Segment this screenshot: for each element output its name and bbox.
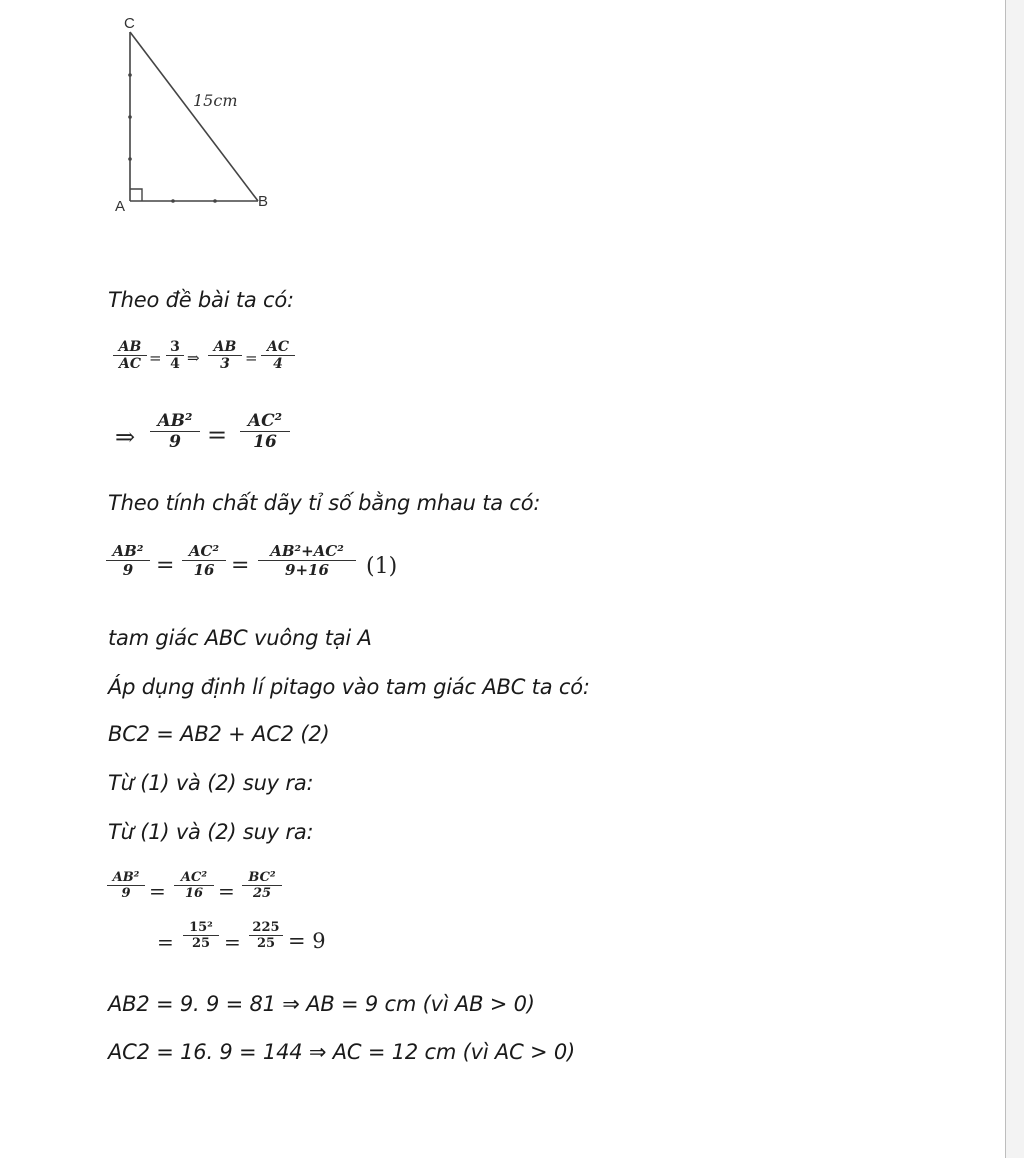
fraction-ab2-9 bbox=[107, 870, 145, 901]
fraction-ac-4 bbox=[261, 339, 295, 372]
equals-sign: = bbox=[156, 553, 175, 578]
denominator: AC bbox=[118, 356, 141, 372]
fraction-ac2-16 bbox=[174, 870, 214, 901]
vertical-scrollbar[interactable] bbox=[1005, 0, 1024, 1158]
right-triangle-text: tam giác ABC vuông tại A bbox=[108, 626, 372, 650]
intro-text: Theo đề bài ta có: bbox=[108, 288, 294, 312]
apply-pythagoras-text: Áp dụng định lí pitago vào tam giác ABC ta có: bbox=[108, 675, 590, 699]
equals-sign: = bbox=[218, 879, 235, 903]
equation-tag-1: (1) bbox=[366, 554, 398, 579]
tick-mark bbox=[171, 199, 175, 203]
numerator: AB²+AC² bbox=[270, 542, 344, 560]
denominator: 25 bbox=[252, 886, 272, 901]
numerator: AB bbox=[118, 339, 142, 355]
deduce-text-1: Từ (1) và (2) suy ra: bbox=[108, 771, 314, 795]
pythagoras-equation: BC2 = AB2 + AC2 (2) bbox=[108, 722, 330, 746]
fraction-ab-ac bbox=[113, 339, 147, 372]
fraction-ab2-9 bbox=[106, 542, 150, 579]
ab-result-text: AB2 = 9. 9 = 81 ⇒ AB = 9 cm (vì AB > 0) bbox=[108, 992, 535, 1016]
vertex-a-label: A bbox=[115, 198, 126, 215]
denominator: 4 bbox=[170, 356, 180, 372]
denominator: 9 bbox=[121, 886, 131, 901]
ac-result-text: AC2 = 16. 9 = 144 ⇒ AC = 12 cm (vì AC > 0) bbox=[108, 1040, 576, 1064]
numerator: AC² bbox=[188, 542, 220, 560]
numerator: AC² bbox=[180, 870, 208, 885]
numerator: AC bbox=[266, 339, 289, 355]
numerator: AB² bbox=[157, 411, 193, 431]
denominator: 3 bbox=[220, 356, 230, 372]
implies-sign: ⇒ bbox=[187, 349, 200, 367]
denominator: 16 bbox=[193, 561, 215, 579]
numerator: 15² bbox=[189, 920, 213, 935]
deduce-text-2: Từ (1) và (2) suy ra: bbox=[108, 820, 314, 844]
denominator: 16 bbox=[184, 886, 204, 901]
equals-sign: = bbox=[245, 349, 258, 367]
denominator: 9+16 bbox=[285, 561, 329, 579]
denominator: 25 bbox=[256, 936, 276, 951]
numerator: AB² bbox=[112, 870, 140, 885]
implies-sign: ⇒ bbox=[115, 423, 136, 451]
vertex-c-label: C bbox=[124, 15, 135, 32]
equals-sign: = bbox=[149, 349, 162, 367]
equals-sign: = bbox=[207, 421, 228, 449]
denominator: 9 bbox=[169, 432, 181, 452]
denominator: 4 bbox=[273, 356, 283, 372]
fraction-3-4 bbox=[166, 339, 184, 372]
fraction-ab-3 bbox=[208, 339, 242, 372]
numerator: AB bbox=[213, 339, 237, 355]
fraction-225-25 bbox=[249, 920, 283, 951]
fraction-sum bbox=[258, 542, 356, 579]
tick-mark bbox=[213, 199, 217, 203]
numerator: AC² bbox=[247, 411, 283, 431]
tick-mark bbox=[128, 115, 132, 119]
side-bc bbox=[130, 32, 258, 201]
fraction-15sq-25 bbox=[183, 920, 219, 951]
numerator: 225 bbox=[252, 920, 280, 935]
equals-sign: = bbox=[231, 553, 250, 578]
result-nine: = 9 bbox=[288, 929, 326, 953]
vertex-b-label: B bbox=[258, 193, 269, 210]
equals-sign: = bbox=[157, 930, 174, 954]
equals-sign: = bbox=[149, 879, 166, 903]
numerator: AB² bbox=[112, 542, 144, 560]
numerator: 3 bbox=[170, 339, 180, 355]
tick-mark bbox=[128, 73, 132, 77]
property-text: Theo tính chất dãy tỉ số bằng mhau ta có: bbox=[108, 491, 541, 515]
fraction-ac2-16 bbox=[182, 542, 226, 579]
denominator: 9 bbox=[122, 561, 134, 579]
fraction-bc2-25 bbox=[242, 870, 282, 901]
denominator: 16 bbox=[253, 432, 277, 452]
equals-sign: = bbox=[224, 930, 241, 954]
numerator: BC² bbox=[248, 870, 276, 885]
right-angle-mark bbox=[130, 189, 142, 201]
triangle-diagram bbox=[105, 8, 285, 218]
denominator: 25 bbox=[191, 936, 211, 951]
fraction-ab2-9 bbox=[150, 411, 200, 452]
fraction-ac2-16 bbox=[240, 411, 290, 452]
hypotenuse-length-label: 15cm bbox=[193, 91, 238, 110]
tick-mark bbox=[128, 157, 132, 161]
